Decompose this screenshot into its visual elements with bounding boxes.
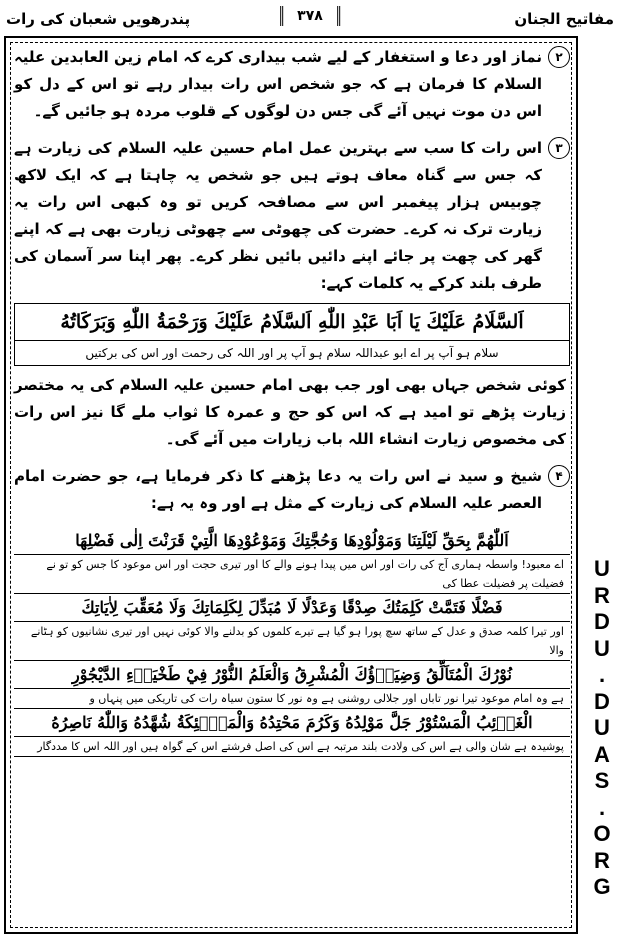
paragraph-text: نماز اور دعا و استغفار کے لیے شب بیداری کرے کہ امام زین العابدین علیہ السلام کا فرمان ہے کہ جو شخص اس رات بیدار رہے تو اس کے دل کو اس دن موت نہیں آئے گی جس دن لوگوں کے قلوب مردہ ہو جائیں گے۔ — [13, 48, 542, 120]
section-title: پندرھویں شعبان کی رات — [6, 10, 191, 28]
watermark-letter: . — [598, 662, 606, 687]
watermark-letter: R — [594, 582, 610, 608]
watermark — [586, 556, 618, 901]
watermark-letter: U — [594, 635, 610, 661]
salam-translation: سلام ہو آپ پر اے ابو عبداللہ سلام ہو آپ پر اور اللہ کی رحمت اور اس کی برکتیں — [14, 341, 570, 366]
watermark-letter: U — [594, 556, 610, 581]
paragraph-3 — [14, 135, 570, 297]
watermark-letter: U — [594, 715, 610, 740]
dua-arabic-line: فَضْلًا فَتَمَّتْ كَلِمَتُكَ صِدْقًا وَعَدْلًا لَا مُبَدِّلَ لِكَلِمَاتِكَ وَلَا مُعَقِّبَ لِاٰيَاتِكَ — [14, 594, 570, 622]
watermark-letter: . — [598, 794, 606, 820]
dua-block — [14, 527, 570, 757]
salam-arabic: اَلسَّلَامُ عَلَيْكَ يَا اَبَا عَبْدِ اللّٰهِ اَلسَّلَامُ عَلَيْكَ وَرَحْمَةُ اللّٰهِ وَبَرَكَاتُهُ — [14, 303, 570, 341]
watermark-letter: R — [594, 847, 610, 873]
paragraph-text: اس رات کا سب سے بہترین عمل امام حسین علیہ السلام کی زیارت ہے کہ جس سے گناہ معاف ہوتے ہیں جو شخص یہ چاہتا ہے کہ ایک لاکھ چوبیس ہزار پیغمبر اس سے مصافحہ کریں تو وہ کبھی اس رات یہ زیارت ترک نہ کرے۔ حضرت کی چھوٹی سے چھوٹی زیارت بھی ہے کہ اپنے گھر کی چھت پر جائے اپنے دائیں بائیں نظر کرے۔ پھر اپنا سر آسمان کی طرف بلند کرکے یہ کلمات کہے: — [14, 139, 542, 292]
book-title: مفاتیح الجنان — [514, 10, 614, 28]
watermark-letter: S — [594, 768, 610, 793]
watermark-letter: D — [594, 688, 610, 714]
paragraph-number: ۲ — [548, 46, 570, 68]
paragraph-text: شیخ و سید نے اس رات یہ دعا پڑھنے کا ذکر فرمایا ہے، جو حضرت امام العصر علیہ السلام کی زیارت کے مثل ہے اور وہ یہ ہے: — [14, 467, 542, 512]
page-number: ۳۷۸ — [280, 6, 340, 26]
paragraph-4 — [14, 463, 570, 517]
paragraph-number: ۴ — [548, 465, 570, 487]
dua-translation-line: پوشیدہ ہے شان والی ہے اس کی ولادت بلند مرتبہ ہے اس کی اصل فرشتے اس کے گواہ ہیں اور اللہ اس کا مددگار — [14, 737, 570, 757]
watermark-letter: O — [593, 821, 611, 846]
watermark-letter: G — [593, 874, 611, 899]
dua-translation-line: اے معبود! واسطہ ہماری آج کی رات اور اس میں پیدا ہونے والے کا اور تیری حجت اور اس موعود کا جس کو تو نے فضیلت پر فضیلت عطا کی — [14, 555, 570, 594]
dua-arabic-line: نُوْرُكَ الْمُتَاَلِّقُ وَضِيَاۤؤُكَ الْمُشْرِقُ وَالْعَلَمُ النُّوْرُ فِيْ طَخْيَاۤءِ الدَّيْجُوْرِ — [14, 661, 570, 689]
watermark-letter: D — [594, 609, 610, 634]
paragraph-number: ۳ — [548, 137, 570, 159]
watermark-letter: A — [594, 741, 610, 767]
dua-arabic-line: الْغَاۤئِبُ الْمَسْتُوْرُ جَلَّ مَوْلِدُهُ وَكَرُمَ مَحْتِدُهُ وَالْمَلٰۤئِكَةُ شُهَّدُهُ وَاللّٰهُ نَاصِرُهُ — [14, 709, 570, 737]
dua-translation-line: اور تیرا کلمہ صدق و عدل کے ساتھ سچ پورا ہو گیا ہے تیرے کلموں کو بدلنے والا کوئی نہیں اور تیری نشانیوں کو ہٹانے والا — [14, 622, 570, 661]
middle-paragraph: کوئی شخص جہاں بھی اور جب بھی امام حسین علیہ السلام کی یہ مختصر زیارت پڑھے تو امید ہے کہ اس کو حج و عمرہ کا ثواب ملے گا نیز اس رات کی مخصوص زیارت انشاء اللہ باب زیارات میں آئے گی۔ — [14, 376, 566, 448]
page-content — [14, 44, 570, 928]
dua-translation-line: ہے وہ امام موعود تیرا نور تاباں اور جلالی روشنی ہے وہ نور کا ستون سیاہ رات کی تاریکی میں پنہاں و — [14, 689, 570, 709]
page-header — [6, 4, 614, 38]
dua-arabic-line: اَللّٰهُمَّ بِحَقِّ لَيْلَتِنَا وَمَوْلُوْدِهَا وَحُجَّتِكَ وَمَوْعُوْدِهَا الَّتِيْ قَرَنْتَ اِلٰى فَضْلِهَا — [14, 527, 570, 555]
paragraph-2 — [14, 44, 570, 125]
